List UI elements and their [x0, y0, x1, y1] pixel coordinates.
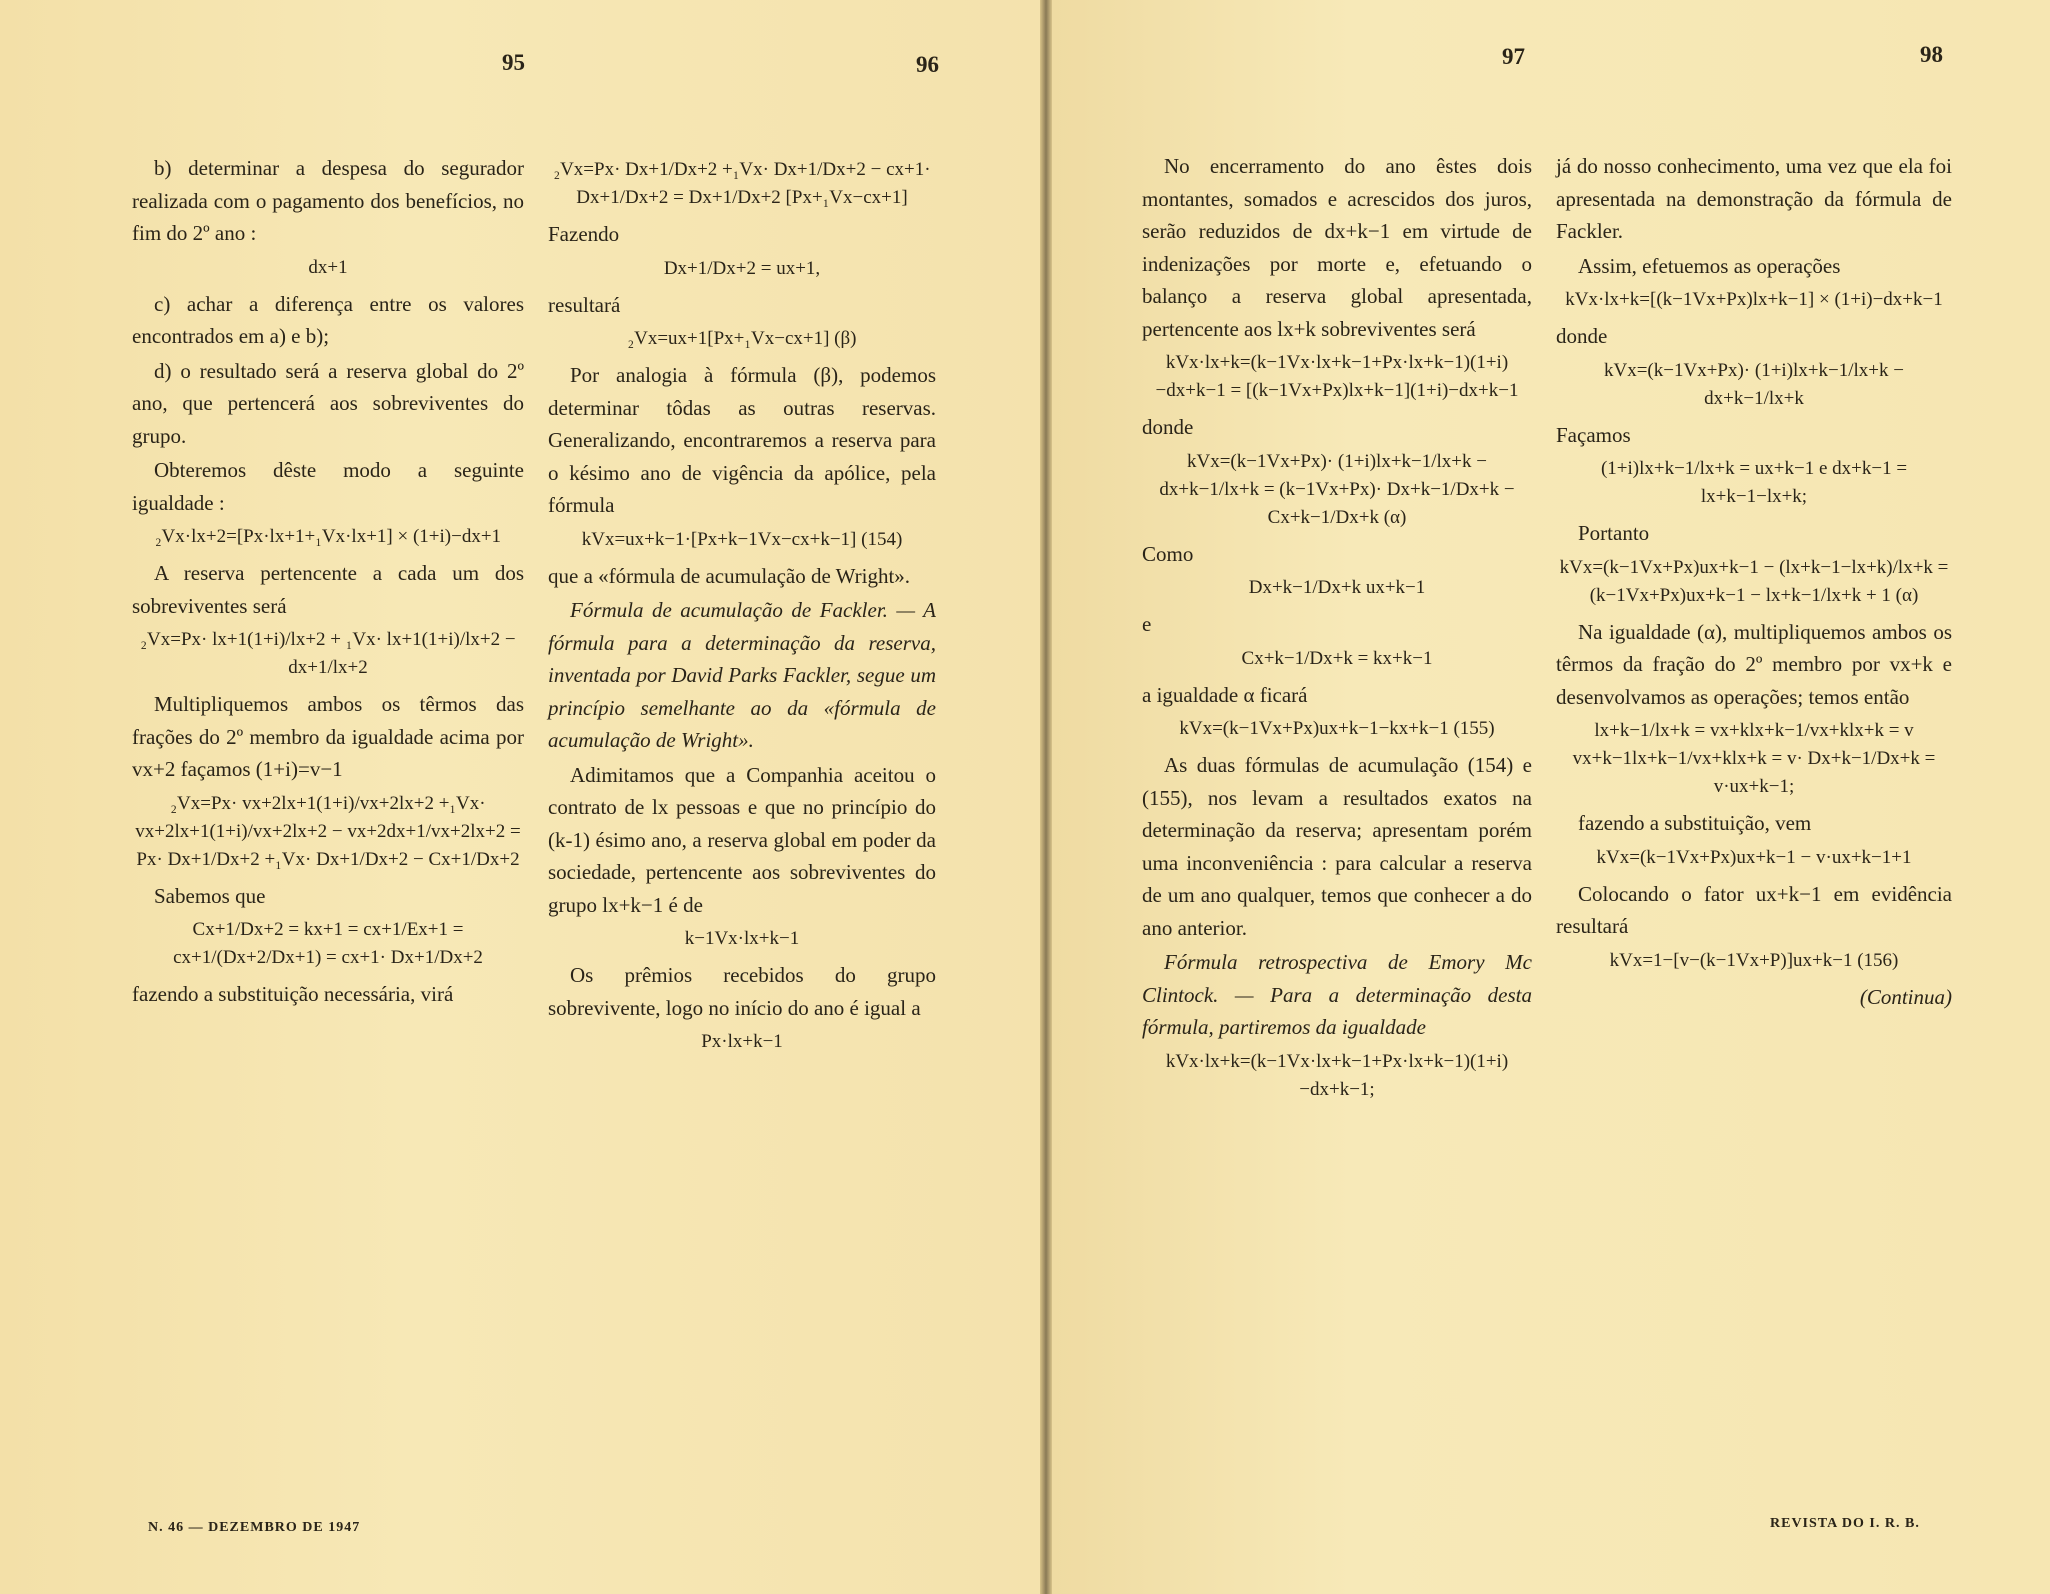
para-donde-98: donde [1556, 324, 1608, 348]
para-assim: Assim, efetuemos as operações [1578, 253, 1841, 278]
formula-reserva: ₂Vx=Px· lx+1(1+i)/lx+2 + ₁Vx· lx+1(1+i)/lx+2 − dx+1/lx+2 [140, 629, 516, 678]
para-wright: que a «fórmula de acumulação de Wright». [548, 563, 911, 588]
page-number-95: 95 [502, 50, 525, 75]
formula-emory: kVx·lx+k=(k−1Vx·lx+k−1+Px·lx+k−1)(1+i)−dx+k−1; [1165, 1050, 1509, 1100]
formula-premios: Px·lx+k−1 [701, 1031, 783, 1052]
para-encerramento: No encerramento do ano êstes dois montantes, somados e acrescidos dos juros, serão reduzidos de dx+k−1 em virtude de indenizações por morte e, efetuando o balanço a reserva global apresentada, pertencente aos lx+k sobreviventes será [1142, 154, 1532, 341]
para-item-d: d) o resultado será a reserva global do 2º ano, que pertencerá aos sobreviventes do grupo. [132, 358, 524, 448]
formula-beta: ₂Vx=ux+1[Px+₁Vx−cx+1] (β) [627, 328, 857, 349]
para-igualdade: Na igualdade (α), multipliquemos ambos os têrmos da fração do 2º membro por vx+k e desenvolvamos as operações; temos então [1556, 619, 1952, 709]
para-ficara: a igualdade α ficará [1142, 682, 1308, 707]
formula-155: kVx=(k−1Vx+Px)ux+k−1−kx+k−1 (155) [1179, 718, 1495, 739]
formula-e: Cx+k−1/Dx+k = kx+k−1 [1241, 647, 1433, 669]
continua-label: (Continua) [1859, 984, 1952, 1009]
para-fazendo-substituicao: fazendo a substituição necessária, virá [132, 982, 454, 1006]
para-duas-formulas: As duas fórmulas de acumulação (154) e (155), nos levam a resultados exatos na determinação da reserva; apresentam porém uma inconveniência : para calcular a reserva de um ano qualquer, temos que conhecer a do ano anterior. [1142, 753, 1532, 940]
page-number-97: 97 [1502, 44, 1525, 69]
para-analogia: Por analogia à fórmula (β), podemos determinar tôdas as outras reservas. Generalizando, encontraremos a reserva para o késimo ano de vigência da apólice, pela fórmula [548, 363, 936, 517]
formula-global-96: k−1Vx·lx+k−1 [684, 928, 800, 949]
formula-sabemos: Cx+1/Dx+2 = kx+1 = cx+1/Ex+1 = cx+1/(Dx+2/Dx+1) = cx+1· Dx+1/Dx+2 [173, 919, 483, 968]
formula-global-97: kVx·lx+k=(k−1Vx·lx+k−1+Px·lx+k−1)(1+i)−dx+k−1 = [(k−1Vx+Px)lx+k−1](1+i)−dx+k−1 [1155, 352, 1519, 401]
formula-154: kVx=ux+k−1·[Px+k−1Vx−cx+k−1] (154) [581, 528, 903, 550]
para-donde: donde [1142, 415, 1194, 439]
formula-assim: kVx·lx+k=[(k−1Vx+Px)lx+k−1] × (1+i)−dx+k−1 [1565, 289, 1943, 310]
para-como: Como [1142, 541, 1194, 566]
footer-issue: N. 46 — DEZEMBRO DE 1947 [148, 1520, 361, 1535]
formula-multiplicacao: ₂Vx=Px· vx+2lx+1(1+i)/vx+2lx+2 +₁Vx· vx+2lx+1(1+i)/vx+2lx+2 − vx+2dx+1/vx+2lx+2 = Px· Dx+1/Dx+2 +₁Vx· Dx+1/Dx+2 − Cx+1/Dx+2 [135, 792, 521, 870]
para-emory: Fórmula retrospectiva de Emory Mc Clintock. — Para a determinação desta fórmula, partiremos da igualdade [1142, 950, 1532, 1039]
para-multipliquemos: Multipliquemos ambos os têrmos das frações do 2º membro da igualdade acima por vx+2 façamos (1+i)=v−1 [132, 692, 524, 781]
para-e: e [1142, 612, 1152, 636]
para-item-c: c) achar a diferença entre os valores encontrados em a) e b); [132, 291, 524, 348]
formula-u: Dx+1/Dx+2 = ux+1, [663, 257, 821, 279]
para-substituicao: fazendo a substituição, vem [1578, 811, 1812, 835]
para-resultara: resultará [548, 292, 621, 317]
para-obteremos: Obteremos dêste modo a seguinte igualdade : [132, 458, 524, 515]
para-colocando: Colocando o fator ux+k−1 em evidência resultará [1556, 881, 1952, 938]
formula-igualdade-98: lx+k−1/lx+k = vx+klx+k−1/vx+klx+k = v vx+k−1lx+k−1/vx+klx+k = v· Dx+k−1/Dx+k = v·ux+k−1; [1572, 720, 1936, 797]
formula-facamos: (1+i)lx+k−1/lx+k = ux+k−1 e dx+k−1 = lx+k−1−lx+k; [1600, 458, 1908, 507]
para-ja: já do nosso conhecimento, uma vez que ela foi apresentada na demonstração da fórmula de Fackler. [1556, 154, 1952, 243]
formula-top-96: ₂Vx=Px· Dx+1/Dx+2 +₁Vx· Dx+1/Dx+2 − cx+1· Dx+1/Dx+2 = Dx+1/Dx+2 [Px+₁Vx−cx+1] [553, 159, 931, 208]
formula-portanto: kVx=(k−1Vx+Px)ux+k−1 − (lx+k−1−lx+k)/lx+k = (k−1Vx+Px)ux+k−1 − lx+k−1/lx+k + 1 (α) [1559, 556, 1949, 606]
para-sabemos: Sabemos que [154, 883, 266, 908]
formula-igualdade: ₂Vx·lx+2=[Px·lx+1+₁Vx·lx+1] × (1+i)−dx+1 [154, 526, 502, 547]
footer-journal: REVISTA DO I. R. B. [1770, 1516, 1920, 1531]
book-gutter [1040, 0, 1052, 1594]
para-reserva: A reserva pertencente a cada um dos sobreviventes será [132, 561, 524, 618]
para-fazendo: Fazendo [548, 222, 620, 246]
right-page [1052, 0, 2050, 1594]
page-number-96: 96 [916, 52, 939, 77]
column-page-98 [1556, 150, 1952, 1013]
formula-donde: kVx=(k−1Vx+Px)· (1+i)lx+k−1/lx+k − dx+k−1/lx+k [1604, 359, 1904, 409]
formula-156: kVx=1−[v−(k−1Vx+P)]ux+k−1 (156) [1609, 949, 1899, 971]
formula-d: dx+1 [308, 256, 348, 278]
para-item-b: b) determinar a despesa do segurador realizada com o pagamento dos benefícios, no fim do 2º ano : [132, 156, 524, 245]
formula-substituicao: kVx=(k−1Vx+Px)ux+k−1 − v·ux+k−1+1 [1596, 846, 1912, 868]
page-number-98: 98 [1920, 42, 1943, 67]
column-page-97 [1142, 150, 1532, 1110]
para-portanto: Portanto [1578, 521, 1650, 545]
formula-como: Dx+k−1/Dx+k ux+k−1 [1248, 577, 1426, 598]
para-admitamos: Adimitamos que a Companhia aceitou o contrato de lx pessoas e que no princípio do (k-1) ésimo ano, a reserva global em poder da sociedade, pertencente aos sobreviventes do grupo lx+k−1 é de [548, 762, 936, 917]
para-premios: Os prêmios recebidos do grupo sobrevivente, logo no início do ano é igual a [548, 963, 936, 1020]
para-fackler: Fórmula de acumulação de Fackler. — A fórmula para a determinação da reserva, inventada por David Parks Fackler, segue um princípio semelhante ao da «fórmula de acumulação de Wright». [548, 598, 936, 752]
formula-alpha: kVx=(k−1Vx+Px)· (1+i)lx+k−1/lx+k − dx+k−1/lx+k = (k−1Vx+Px)· Dx+k−1/Dx+k − Cx+k−1/Dx+k (α) [1159, 450, 1515, 528]
column-page-95 [132, 152, 524, 1013]
column-page-96 [548, 152, 936, 1062]
para-facamos: Façamos [1556, 422, 1631, 447]
